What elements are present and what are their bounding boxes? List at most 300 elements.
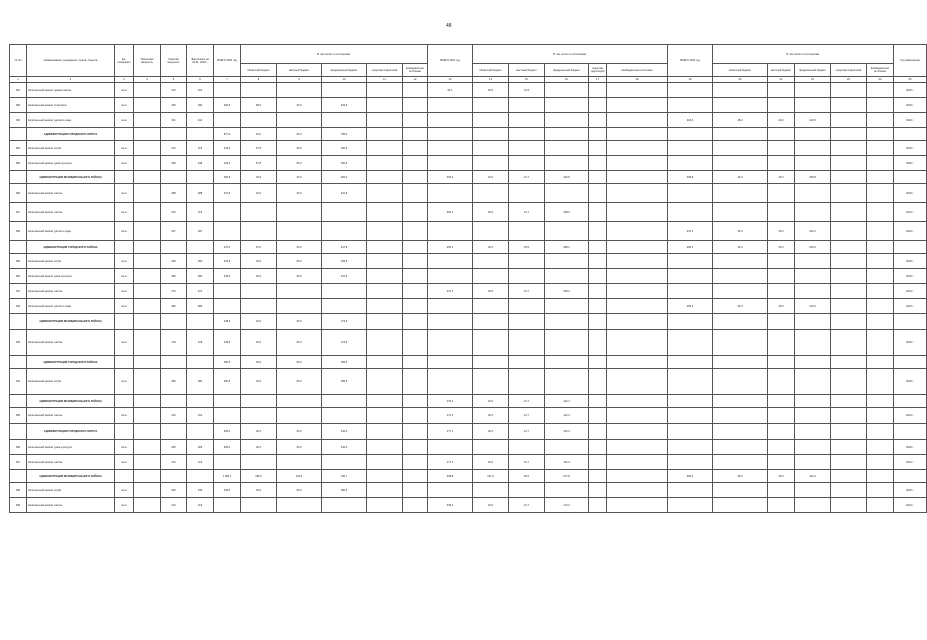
table-cell	[545, 483, 589, 498]
table-row	[10, 284, 927, 299]
table-cell	[768, 330, 795, 356]
table-cell: 698	[10, 483, 27, 498]
table-cell	[367, 330, 403, 356]
table-cell: кв.м	[115, 299, 134, 314]
table-cell	[831, 171, 867, 184]
table-cell	[589, 128, 607, 141]
table-cell	[607, 369, 668, 395]
table-cell	[867, 203, 894, 222]
table-cell	[768, 483, 795, 498]
table-cell: 25,0	[768, 241, 795, 254]
table-cell: 40,0	[473, 241, 509, 254]
table-cell	[134, 470, 161, 483]
table-cell: 691	[10, 284, 27, 299]
table-cell: 215,3	[795, 241, 831, 254]
table-cell: 2020 г.	[894, 83, 927, 98]
table-cell	[134, 330, 161, 356]
table-cell	[867, 314, 894, 330]
table-cell: 208,4	[545, 284, 589, 299]
table-cell: 210	[161, 83, 187, 98]
table-cell: 202,5	[668, 113, 713, 128]
table-cell	[367, 440, 403, 455]
table-cell: 40,0	[241, 330, 277, 356]
table-cell: кв.м	[115, 408, 134, 424]
table-cell	[403, 424, 428, 440]
table-cell	[768, 369, 795, 395]
table-cell	[795, 408, 831, 424]
table-cell: 265	[161, 440, 187, 455]
table-cell	[894, 395, 927, 408]
table-cell: кв.м	[115, 141, 134, 156]
table-cell: 25,0	[768, 299, 795, 314]
table-cell	[403, 330, 428, 356]
table-cell	[214, 203, 241, 222]
column-number: 21	[768, 77, 795, 83]
table-cell	[322, 113, 367, 128]
table-cell	[894, 424, 927, 440]
table-cell	[867, 113, 894, 128]
table-cell: 40,0	[241, 424, 277, 440]
column-number: 4	[134, 77, 161, 83]
table-cell	[607, 269, 668, 284]
table-cell: 796,7	[322, 470, 367, 483]
table-cell	[277, 498, 322, 513]
table-cell: 25,0	[277, 241, 322, 254]
table-cell	[214, 498, 241, 513]
table-cell	[795, 184, 831, 203]
sub-header: средства территорий	[367, 64, 403, 77]
table-cell	[713, 395, 768, 408]
table-cell	[403, 284, 428, 299]
table-cell: 25,0	[277, 128, 322, 141]
table-cell	[831, 369, 867, 395]
table-cell	[428, 299, 473, 314]
table-cell	[668, 184, 713, 203]
budget-table	[9, 44, 927, 513]
table-cell	[367, 498, 403, 513]
table-cell	[367, 141, 403, 156]
table-cell: кв.м	[115, 156, 134, 171]
table-cell	[668, 440, 713, 455]
table-cell: кв.м	[115, 83, 134, 98]
table-cell	[589, 83, 607, 98]
table-cell: 169,5	[322, 254, 367, 269]
table-cell	[795, 254, 831, 269]
table-cell	[367, 269, 403, 284]
table-cell: 188,1	[545, 241, 589, 254]
page-number: 48	[446, 23, 452, 29]
table-cell: 40,5	[473, 83, 509, 98]
table-cell	[403, 113, 428, 128]
table-cell: 54,1	[428, 83, 473, 98]
section-row	[10, 356, 927, 369]
table-cell	[867, 222, 894, 241]
table-cell: 260	[161, 254, 187, 269]
section-row	[10, 171, 927, 184]
table-cell	[867, 440, 894, 455]
table-cell	[713, 408, 768, 424]
table-cell	[322, 83, 367, 98]
column-number: 23	[831, 77, 867, 83]
table-cell	[428, 314, 473, 330]
table-cell: 183,0	[241, 470, 277, 483]
table-cell: 150,6	[322, 141, 367, 156]
table-cell: 2021 г.	[894, 203, 927, 222]
table-cell: 25,0	[277, 440, 322, 455]
table-cell	[545, 314, 589, 330]
table-cell	[713, 203, 768, 222]
table-cell	[894, 470, 927, 483]
table-cell: 681	[10, 83, 27, 98]
table-cell: 177,1	[428, 455, 473, 470]
table-cell	[241, 222, 277, 241]
cell-name: Капитальный ремонт здания школы	[27, 83, 115, 98]
table-cell: 213	[161, 455, 187, 470]
table-cell	[795, 156, 831, 171]
table-cell	[428, 356, 473, 369]
table-cell	[214, 83, 241, 98]
table-cell	[473, 330, 509, 356]
table-cell	[795, 424, 831, 440]
table-cell	[428, 254, 473, 269]
table-cell	[509, 113, 545, 128]
table-cell	[428, 141, 473, 156]
table-cell	[367, 408, 403, 424]
table-cell	[545, 113, 589, 128]
table-row	[10, 141, 927, 156]
table-cell: 2021 г.	[894, 498, 927, 513]
cell-name: Капитальный ремонт детского сада	[27, 299, 115, 314]
table-cell: 21,7	[509, 424, 545, 440]
table-cell: 277,8	[545, 470, 589, 483]
table-cell: 173,9	[322, 314, 367, 330]
column-number: 9	[277, 77, 322, 83]
table-cell	[768, 424, 795, 440]
table-cell	[795, 455, 831, 470]
table-cell	[831, 222, 867, 241]
table-cell	[241, 284, 277, 299]
table-cell	[134, 498, 161, 513]
table-cell	[713, 440, 768, 455]
table-cell: 260	[187, 254, 214, 269]
header-total-2022: ВСЕГО 2022 год	[668, 45, 713, 77]
table-cell	[713, 498, 768, 513]
table-cell	[473, 254, 509, 269]
table-cell	[10, 470, 27, 483]
table-cell	[473, 314, 509, 330]
table-row	[10, 330, 927, 356]
header-year: Год завершения	[894, 45, 927, 77]
table-cell	[241, 498, 277, 513]
table-cell	[367, 395, 403, 408]
table-cell	[214, 284, 241, 299]
table-cell: 115,4	[545, 424, 589, 440]
table-cell	[607, 128, 668, 141]
column-number: 7	[214, 77, 241, 83]
table-cell: 40,0	[473, 395, 509, 408]
table-cell	[428, 269, 473, 284]
table-cell: 2020 г.	[894, 98, 927, 113]
table-cell: 2022 г.	[894, 113, 927, 128]
table-cell: 313	[161, 203, 187, 222]
table-cell: 278	[161, 330, 187, 356]
table-cell	[668, 254, 713, 269]
table-cell	[473, 184, 509, 203]
table-cell	[428, 128, 473, 141]
table-cell	[403, 440, 428, 455]
table-cell: 270,1	[428, 284, 473, 299]
table-cell: 239,5	[214, 330, 241, 356]
table-cell	[713, 156, 768, 171]
table-cell	[403, 408, 428, 424]
table-cell	[607, 241, 668, 254]
table-row	[10, 203, 927, 222]
table-cell: 40,0	[241, 269, 277, 284]
table-cell	[277, 455, 322, 470]
table-cell	[867, 269, 894, 284]
table-cell: 20,0	[277, 171, 322, 184]
table-cell	[894, 241, 927, 254]
table-cell: кв.м	[115, 498, 134, 513]
table-cell: 25,0	[277, 369, 322, 395]
table-cell: 46,9	[241, 171, 277, 184]
table-cell	[509, 222, 545, 241]
table-cell: 44,0	[713, 299, 768, 314]
table-cell	[10, 356, 27, 369]
table-cell: 40,0	[241, 254, 277, 269]
sub-header: внебюджетные источники	[867, 64, 894, 77]
column-number: 1	[10, 77, 27, 83]
sub-header: областной бюджет	[473, 64, 509, 77]
table-cell	[367, 356, 403, 369]
table-cell	[403, 269, 428, 284]
table-cell: 320,6	[214, 98, 241, 113]
table-cell: 101,0	[473, 470, 509, 483]
table-cell	[509, 156, 545, 171]
table-cell	[134, 203, 161, 222]
table-cell: 297	[161, 222, 187, 241]
table-cell	[713, 483, 768, 498]
column-number: 12	[403, 77, 428, 83]
table-cell: 21,7	[509, 395, 545, 408]
table-cell: 254,2	[428, 171, 473, 184]
table-cell	[134, 113, 161, 128]
table-cell	[867, 171, 894, 184]
table-cell	[713, 98, 768, 113]
table-cell	[509, 330, 545, 356]
table-row	[10, 83, 927, 98]
table-cell	[589, 113, 607, 128]
table-cell	[668, 498, 713, 513]
column-number: 19	[668, 77, 713, 83]
table-cell: 248	[161, 156, 187, 171]
table-cell	[713, 424, 768, 440]
table-cell	[187, 470, 214, 483]
table-cell	[795, 83, 831, 98]
table-cell	[713, 141, 768, 156]
table-row	[10, 369, 927, 395]
table-cell: 213	[187, 455, 214, 470]
table-cell	[115, 128, 134, 141]
table-cell	[768, 98, 795, 113]
table-cell: 297	[187, 222, 214, 241]
table-cell	[509, 141, 545, 156]
table-cell: кв.м	[115, 98, 134, 113]
table-cell	[161, 356, 187, 369]
table-cell	[473, 483, 509, 498]
table-cell	[277, 83, 322, 98]
table-cell	[115, 356, 134, 369]
table-cell: 288	[187, 184, 214, 203]
table-cell	[241, 408, 277, 424]
table-cell: 68,0	[241, 98, 277, 113]
table-cell: кв.м	[115, 269, 134, 284]
table-cell	[367, 299, 403, 314]
table-cell: 305,0	[214, 440, 241, 455]
table-cell	[713, 254, 768, 269]
table-cell	[367, 254, 403, 269]
table-cell	[867, 395, 894, 408]
header-unit: Ед. измерения	[115, 45, 134, 77]
table-cell	[403, 470, 428, 483]
table-cell	[509, 128, 545, 141]
table-cell	[473, 128, 509, 141]
table-cell: кв.м	[115, 254, 134, 269]
table-cell	[589, 455, 607, 470]
table-cell: 265	[187, 440, 214, 455]
table-cell: 180,5	[322, 483, 367, 498]
table-cell: 689	[10, 254, 27, 269]
table-cell	[713, 128, 768, 141]
table-cell	[589, 171, 607, 184]
table-row	[10, 222, 927, 241]
table-cell	[187, 241, 214, 254]
table-cell	[867, 254, 894, 269]
table-cell	[607, 98, 668, 113]
table-cell: 288	[161, 184, 187, 203]
table-cell	[214, 408, 241, 424]
table-cell: 297,2	[668, 222, 713, 241]
table-cell: 240,0	[322, 440, 367, 455]
header-total-capacity: Сметная мощность	[161, 45, 187, 77]
table-cell: 40,0	[241, 440, 277, 455]
table-cell	[115, 171, 134, 184]
table-cell	[403, 254, 428, 269]
table-cell	[473, 156, 509, 171]
table-cell	[607, 156, 668, 171]
table-cell: 235,5	[214, 269, 241, 284]
table-cell	[867, 455, 894, 470]
table-cell	[668, 269, 713, 284]
table-cell	[473, 98, 509, 113]
table-cell	[509, 254, 545, 269]
table-cell	[867, 408, 894, 424]
table-cell: 210	[187, 408, 214, 424]
cell-name: Капитальный ремонт детского сада	[27, 222, 115, 241]
table-cell	[795, 269, 831, 284]
table-cell: 280	[161, 369, 187, 395]
table-cell	[768, 408, 795, 424]
section-row	[10, 470, 927, 483]
table-cell	[713, 314, 768, 330]
table-row	[10, 455, 927, 470]
table-cell	[134, 440, 161, 455]
table-cell: 213	[187, 498, 214, 513]
table-cell	[831, 299, 867, 314]
table-cell	[509, 314, 545, 330]
table-cell	[607, 498, 668, 513]
table-cell	[607, 314, 668, 330]
header-row-1	[10, 45, 927, 64]
table-cell	[403, 455, 428, 470]
table-cell	[10, 171, 27, 184]
table-cell: 233,4	[214, 141, 241, 156]
table-cell: 233,4	[214, 156, 241, 171]
table-cell	[831, 203, 867, 222]
table-cell	[589, 299, 607, 314]
table-cell: 245	[161, 483, 187, 498]
table-cell: 25,0	[277, 156, 322, 171]
table-cell: 25,0	[277, 269, 322, 284]
table-cell: 253,1	[428, 241, 473, 254]
table-cell: 115,4	[545, 455, 589, 470]
table-cell: 2020 г.	[894, 254, 927, 269]
table-cell: 284,3	[668, 299, 713, 314]
table-cell: 250,5	[214, 369, 241, 395]
table-cell	[134, 455, 161, 470]
table-cell: 40,0	[241, 369, 277, 395]
table-cell: 210	[161, 408, 187, 424]
table-cell	[831, 128, 867, 141]
table-cell	[428, 330, 473, 356]
table-cell: 175,1	[428, 395, 473, 408]
table-cell: 177,1	[428, 424, 473, 440]
table-cell	[589, 184, 607, 203]
table-cell	[831, 483, 867, 498]
table-cell	[428, 156, 473, 171]
table-cell: 2022 г.	[894, 222, 927, 241]
table-cell	[867, 483, 894, 498]
table-cell	[668, 455, 713, 470]
table-cell: 2021 г.	[894, 408, 927, 424]
table-cell: кв.м	[115, 113, 134, 128]
table-cell: 280	[187, 369, 214, 395]
table-cell	[473, 299, 509, 314]
table-cell: 2020 г.	[894, 483, 927, 498]
table-cell	[589, 395, 607, 408]
table-cell	[509, 269, 545, 284]
table-cell	[795, 330, 831, 356]
table-cell	[867, 141, 894, 156]
table-cell: 40,0	[473, 498, 509, 513]
table-cell	[134, 141, 161, 156]
table-cell: 2021 г.	[894, 284, 927, 299]
table-cell: 341	[187, 113, 214, 128]
table-cell	[241, 83, 277, 98]
table-cell	[10, 395, 27, 408]
table-cell	[134, 269, 161, 284]
table-cell	[322, 222, 367, 241]
table-cell	[668, 330, 713, 356]
sub-header: местный бюджет	[509, 64, 545, 77]
sub-header: федеральный бюджет	[322, 64, 367, 77]
header-no: № п/п	[10, 45, 27, 77]
table-cell	[403, 299, 428, 314]
table-cell	[187, 424, 214, 440]
cell-name: Капитальный ремонт клуба	[27, 483, 115, 498]
table-cell	[607, 424, 668, 440]
table-cell	[322, 498, 367, 513]
